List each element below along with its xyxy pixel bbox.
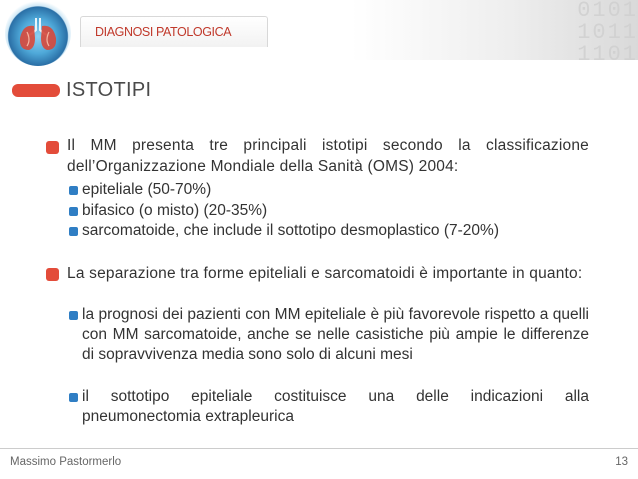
bullet-marker <box>46 141 59 154</box>
bullet-text: Il MM presenta tre principali istotipi secondo la classificazione dell’Organizzazione Mondiale della Sanità (OMS) 2004: <box>67 137 589 175</box>
lungs-icon <box>5 0 71 66</box>
page-number: 13 <box>615 456 628 468</box>
background-digits: 0101 1011 1101 <box>577 0 638 67</box>
sub-bullet-text: sarcomatoide, che include il sottotipo desmoplastico (7-20%) <box>82 222 499 239</box>
section-label: DIAGNOSI PATOLOGICA <box>95 25 232 39</box>
slide-title: ISTOTIPI <box>66 79 152 101</box>
section-tab <box>80 16 268 47</box>
sub-bullet-marker <box>69 227 78 236</box>
bullet-text: La separazione tra forme epiteliali e sarcomatoidi è importante in quanto: <box>67 265 583 282</box>
bullet-marker <box>46 268 59 281</box>
sub-bullet-text: il sottotipo epiteliale costituisce una delle indicazioni alla pneumonectomia extrapleurica <box>82 388 589 425</box>
sub-bullet-marker <box>69 311 78 320</box>
footer-divider <box>0 448 638 449</box>
sub-bullet-marker <box>69 207 78 216</box>
sub-bullet-text: epiteliale (50-70%) <box>82 181 212 198</box>
sub-bullet-text: bifasico (o misto) (20-35%) <box>82 202 268 219</box>
title-marker <box>12 84 60 97</box>
sub-bullet-text: la prognosi dei pazienti con MM epiteliale è più favorevole rispetto a quelli con MM sarcomatoide, anche se nelle casistiche più ampie le differenze di sopravvivenza media sono solo di alcuni mesi <box>82 306 589 363</box>
sub-bullet-marker <box>69 393 78 402</box>
footer-author: Massimo Pastormerlo <box>10 456 122 468</box>
sub-bullet-marker <box>69 186 78 195</box>
